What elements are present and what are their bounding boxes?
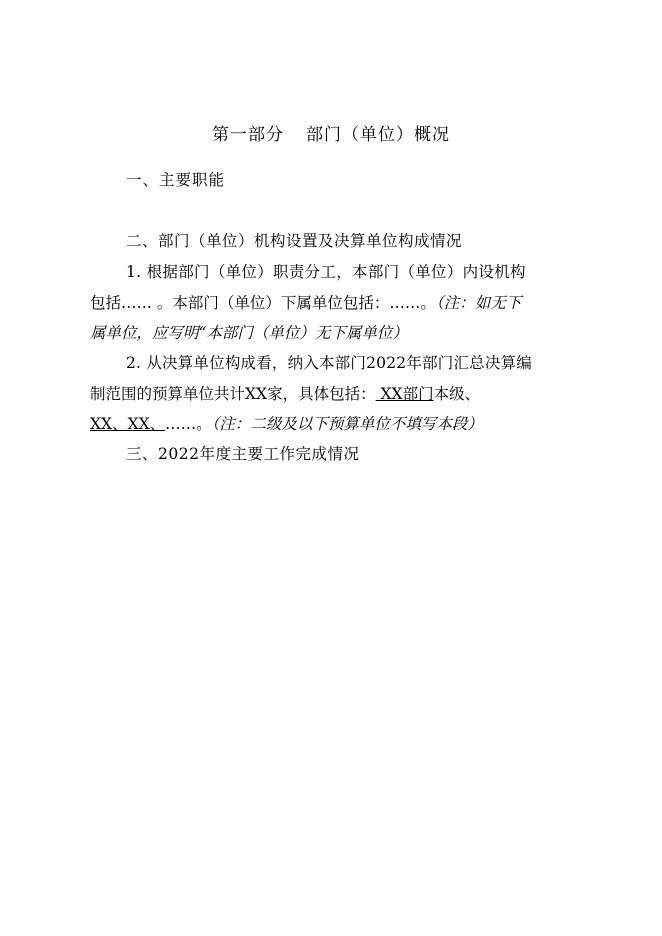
- page-title: [0, 120, 662, 145]
- paragraph-2-underlined-units: XX、XX、: [90, 415, 166, 433]
- paragraph-2-underlined-unit: XX部门: [375, 385, 434, 403]
- paragraph-1-line-1: 1. 根据部门（单位）职责分工，本部门（单位）内设机构: [126, 263, 526, 281]
- title-part: 第一部分: [212, 125, 284, 145]
- paragraph-2-ellipsis: ……。: [165, 415, 212, 433]
- section-heading-main-functions: 一、主要职能: [126, 171, 226, 189]
- paragraph-1-note-end: 属单位，应写明“本部门（单位）无下属单位）: [90, 324, 408, 342]
- section-heading-structure: 二、部门（单位）机构设置及决算单位构成情况: [126, 232, 463, 250]
- paragraph-1-line-2: [90, 293, 521, 313]
- paragraph-2-tail: 本级、: [433, 385, 481, 403]
- paragraph-2-line-2: [90, 384, 480, 404]
- paragraph-2-note: （注：二级及以下预算单位不填写本段）: [211, 415, 483, 433]
- paragraph-1-text: 包括…… 。本部门（单位）下属单位包括：……。: [90, 294, 436, 312]
- paragraph-2-text: 制范围的预算单位共计XX家，具体包括：: [90, 385, 376, 403]
- paragraph-2-line-1: 2. 从决算单位构成看，纳入本部门2022年部门汇总决算编: [126, 354, 532, 372]
- title-name: 部门（单位）概况: [306, 125, 450, 145]
- paragraph-1-note-start: （注：如无下: [435, 294, 522, 312]
- paragraph-2-line-3: [90, 414, 483, 434]
- section-heading-work-completion: 三、2022年度主要工作完成情况: [126, 445, 360, 463]
